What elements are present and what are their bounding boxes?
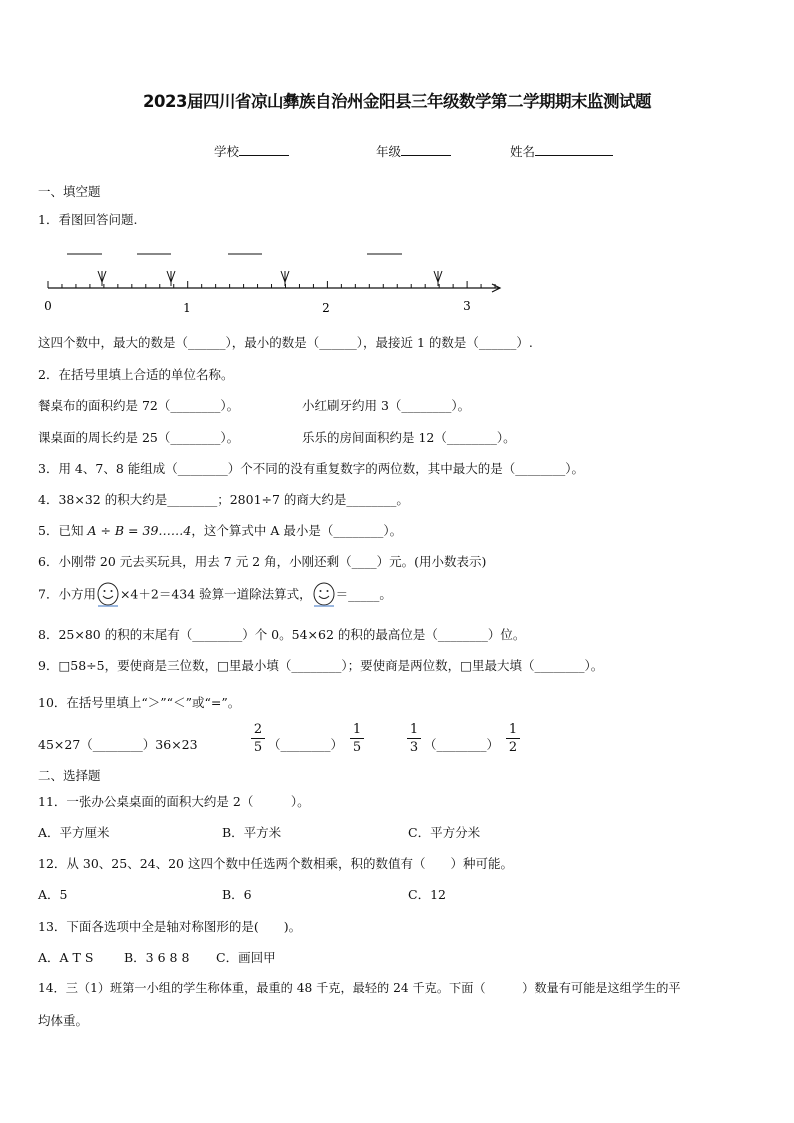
question-2b: 小红刷牙约用 3（________）。 xyxy=(302,398,471,413)
section-heading-multiple-choice: 二、选择题 xyxy=(38,768,101,783)
axis-ticks xyxy=(48,281,495,288)
question-5 xyxy=(38,521,402,539)
option-11-c[interactable]: C．平方分米 xyxy=(408,825,481,840)
question-2: 2．在括号里填上合适的单位名称。 xyxy=(38,367,234,382)
school-field[interactable] xyxy=(214,142,289,160)
option-12-c[interactable]: C．12 xyxy=(408,887,446,902)
page-title: 2023届四川省凉山彝族自治州金阳县三年级数学第二学期期末监测试题 xyxy=(143,92,651,111)
grade-label: 年级 xyxy=(376,144,402,159)
option-13-c[interactable]: C．画回甲 xyxy=(216,950,276,965)
fraction-1-3 xyxy=(407,722,421,755)
question-11: 11．一张办公桌桌面的面积大约是 2（ ）。 xyxy=(38,794,310,809)
fraction-denominator: 5 xyxy=(253,740,263,755)
name-label: 姓名 xyxy=(510,144,536,159)
pointer-arrow xyxy=(281,271,289,286)
question-12: 12．从 30、25、24、20 这四个数中任选两个数相乘，积的数值有（ ）种可能。 xyxy=(38,856,513,871)
question-1: 1．看图回答问题. xyxy=(38,212,138,227)
fraction-numerator: 2 xyxy=(251,722,265,739)
tick-label-3: 3 xyxy=(463,299,471,313)
question-9: 9．□58÷5，要使商是三位数，□里最小填（________）；要使商是两位数，□里最大填（________）。 xyxy=(38,658,604,673)
fraction-numerator: 1 xyxy=(506,722,520,739)
pointer-arrow xyxy=(434,271,442,286)
question-7-suffix: ＝_____。 xyxy=(335,586,392,602)
tick-label-1: 1 xyxy=(183,301,191,315)
option-12-b[interactable]: B．6 xyxy=(222,887,252,902)
question-5-suffix: ，这个算式中 A 最小是（________）。 xyxy=(191,523,403,538)
question-10a: 45×27（________）36×23 xyxy=(38,737,198,752)
number-line-figure xyxy=(36,238,508,318)
question-7-middle: ×4＋2＝434 验算一道除法算式， xyxy=(119,586,312,602)
pointer-arrows xyxy=(98,271,442,286)
question-2d: 乐乐的房间面积约是 12（________）。 xyxy=(302,430,516,445)
grade-field[interactable] xyxy=(376,142,451,160)
pointer-arrow xyxy=(98,271,106,286)
question-2c: 课桌面的周长约是 25（________）。 xyxy=(38,430,240,445)
fraction-denominator: 3 xyxy=(409,740,419,755)
question-6: 6．小刚带 20 元去买玩具，用去 7 元 2 角，小刚还剩（____）元。(用小数表示) xyxy=(38,554,487,569)
fraction-2-5 xyxy=(251,722,265,755)
option-13-b[interactable]: B．3 6 8 8 xyxy=(124,950,190,965)
tick-label-0: 0 xyxy=(44,299,52,313)
option-12-a[interactable]: A．5 xyxy=(38,887,68,902)
tick-label-2: 2 xyxy=(322,301,330,315)
question-10b-blank: （________） xyxy=(268,737,344,752)
fraction-1-5 xyxy=(350,722,364,755)
question-3: 3．用 4、7、8 能组成（________）个不同的没有重复数字的两位数，其中最大的是（________）。 xyxy=(38,461,585,476)
smiley-face-icon xyxy=(312,582,336,608)
fraction-denominator: 5 xyxy=(352,740,362,755)
question-2a: 餐桌布的面积约是 72（________）。 xyxy=(38,398,240,413)
option-13-a[interactable]: A．A T S xyxy=(38,950,94,965)
school-label: 学校 xyxy=(214,144,240,159)
option-11-b[interactable]: B．平方米 xyxy=(222,825,282,840)
option-11-a[interactable]: A．平方厘米 xyxy=(38,825,110,840)
smiley-face-icon xyxy=(96,582,120,608)
question-14-line-1: 14．三（1）班第一小组的学生称体重，最重的 48 千克，最轻的 24 千克。下面（ ）数量有可能是这组学生的平 xyxy=(38,981,681,995)
name-field[interactable] xyxy=(510,142,613,160)
fraction-numerator: 1 xyxy=(350,722,364,739)
fraction-numerator: 1 xyxy=(407,722,421,739)
fraction-1-2 xyxy=(506,722,520,755)
question-13: 13．下面各选项中全是轴对称图形的是( )。 xyxy=(38,919,302,934)
section-heading-fill-blank: 一、填空题 xyxy=(38,184,101,199)
question-14-line-2: 均体重。 xyxy=(38,1013,89,1028)
question-10c-blank: （________） xyxy=(424,737,500,752)
grade-blank[interactable] xyxy=(401,142,451,156)
pointer-arrow xyxy=(167,271,175,286)
question-8: 8．25×80 的积的末尾有（________）个 0。54×62 的积的最高位是（________）位。 xyxy=(38,627,526,642)
question-4: 4．38×32 的积大约是________；2801÷7 的商大约是________。 xyxy=(38,492,409,507)
question-10: 10．在括号里填上“＞”“＜”或“=”。 xyxy=(38,695,241,710)
fraction-denominator: 2 xyxy=(508,740,518,755)
name-blank[interactable] xyxy=(535,142,613,156)
school-blank[interactable] xyxy=(239,142,289,156)
question-5-prefix: 5．已知 xyxy=(38,523,88,538)
question-5-formula: A ÷ B = 39……4 xyxy=(87,523,192,538)
question-1-answer-line: 这四个数中，最大的数是（______），最小的数是（______），最接近 1 的数是（______）. xyxy=(38,335,533,350)
question-7 xyxy=(38,582,392,608)
question-7-prefix: 7．小方用 xyxy=(38,586,96,602)
